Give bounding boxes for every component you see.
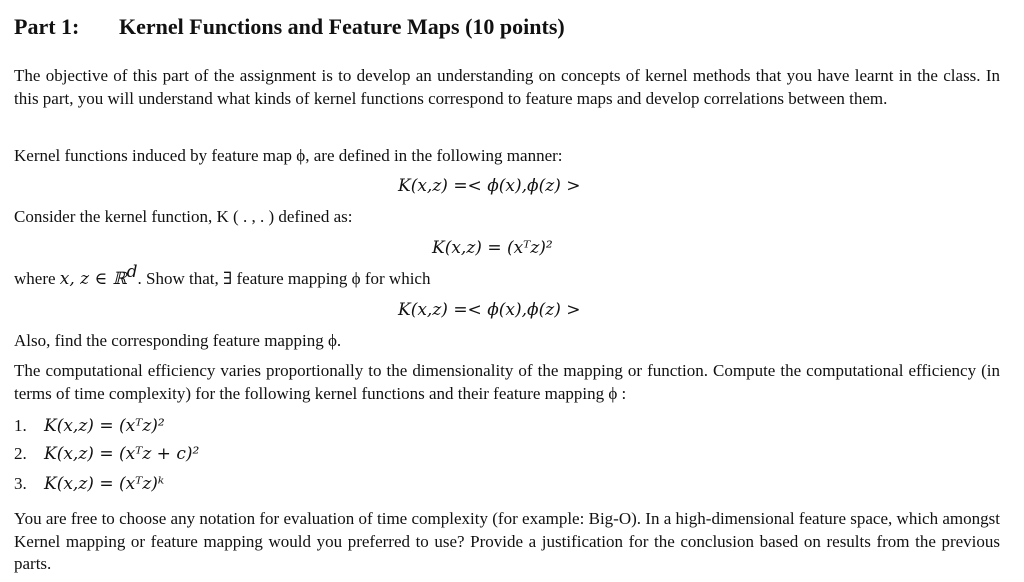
intro-paragraph: The objective of this part of the assignment is to develop an understanding on concepts of kernel methods that you have learnt in the class. In this part, you will understand what kinds of kernel functions correspond to feature maps and develop correlations between them. <box>14 66 1000 108</box>
section-heading <box>14 12 565 42</box>
kernel-item-number: 1. <box>14 416 27 435</box>
kernel-item-expression: K(x,z) = (xᵀz)² <box>44 416 165 436</box>
equation-kernel-inner-product: K(x,z) =< ϕ(x),ϕ(z) > <box>398 176 581 196</box>
kernel-item-number: 3. <box>14 474 27 493</box>
efficiency-paragraph: The computational efficiency varies proportionally to the dimensionality of the mapping or function. Compute the computational efficiency (in terms of time complexity) for the following kernel functions and their feature mapping ϕ : <box>14 361 1000 403</box>
kernel-definition-text: Kernel functions induced by feature map ϕ, are defined in the following manner: <box>14 146 563 165</box>
kernel-item-number: 2. <box>14 444 27 463</box>
kernel-item-2 <box>14 442 199 466</box>
kernel-item-expression: K(x,z) = (xᵀz)ᵏ <box>44 474 165 494</box>
where-suffix: . Show that, ∃ feature mapping ϕ for which <box>137 269 431 288</box>
where-dimension: d <box>126 262 138 282</box>
kernel-item-expression: K(x,z) = (xᵀz + c)² <box>44 444 200 464</box>
section-title: Kernel Functions and Feature Maps (10 points) <box>119 14 565 39</box>
where-math: x, z ∈ ℝ <box>59 269 127 289</box>
where-prefix: where <box>14 269 56 288</box>
kernel-item-1 <box>14 414 165 438</box>
kernel-item-3 <box>14 472 164 496</box>
part-number: Part 1: <box>14 14 80 39</box>
closing-paragraph: You are free to choose any notation for evaluation of time complexity (for example: Big-O). In a high-dimensional feature space, which amongst Kernel mapping or feature mapping would you preferred to use? Provide a justification for the conclusion based on results from the previous parts. <box>14 509 1000 573</box>
find-feature-map-text: Also, find the corresponding feature mapping ϕ. <box>14 331 342 350</box>
equation-feature-map-existence: K(x,z) =< ϕ(x),ϕ(z) > <box>398 300 581 320</box>
where-statement <box>14 262 431 290</box>
equation-kernel-definition: K(x,z) = (xᵀz)² <box>432 238 553 258</box>
consider-text: Consider the kernel function, K ( . , . ) defined as: <box>14 207 353 226</box>
